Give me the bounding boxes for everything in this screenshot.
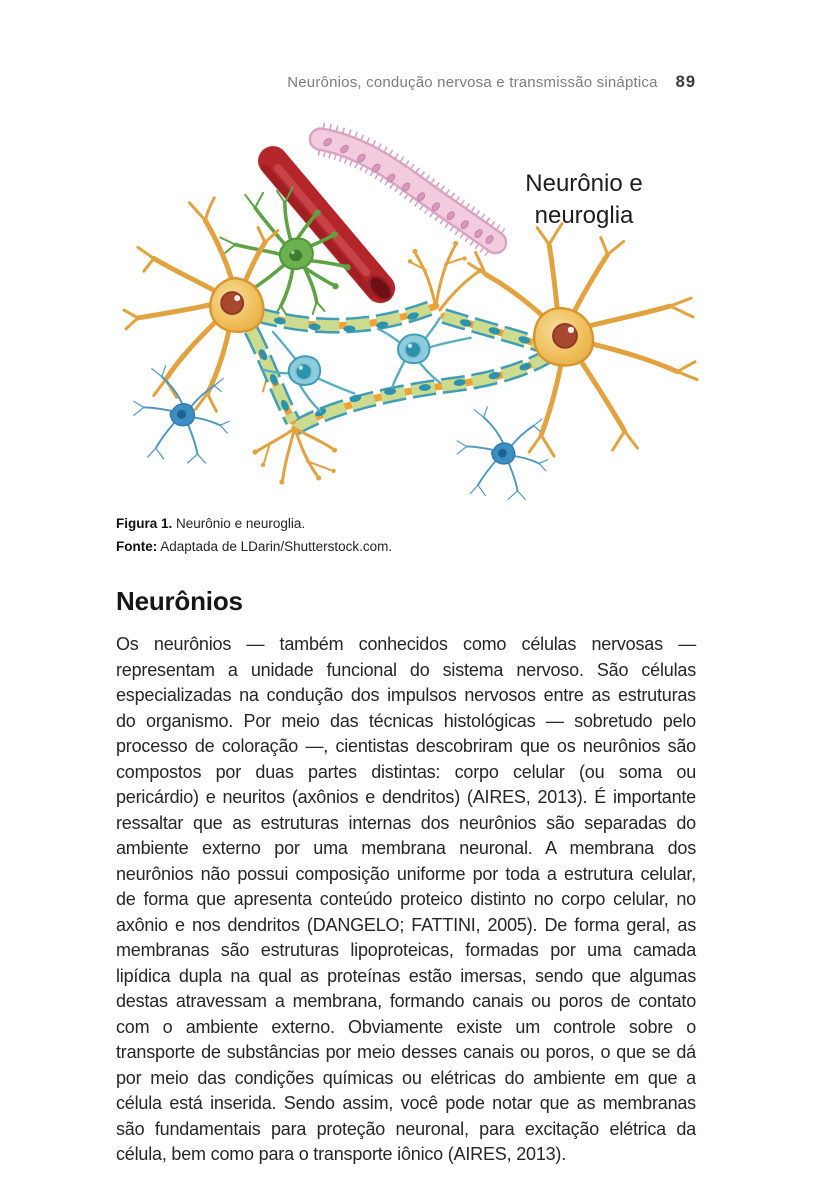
- chapter-title: Neurônios, condução nervosa e transmissão sináptica: [287, 74, 658, 91]
- figure-source-tag: Fonte:: [116, 538, 158, 554]
- page-number: 89: [675, 73, 696, 91]
- neuron-right-soma: [534, 308, 593, 365]
- microglia-right: [457, 407, 548, 499]
- figure-caption: [116, 513, 696, 536]
- body-paragraph: Os neurônios — também conhecidos como células nervosas — representam a unidade funcional do sistema nervoso. São células especializadas na condução dos impulsos nervosos entre as estruturas do organismo. Por meio das técnicas histológicas — sobretudo pelo processo de coloração —, cientistas descobriram que os neurônios são compostos por duas partes distintas: corpo celular (ou soma ou pericárdio) e neuritos (axônios e dendritos) (AIRES, 2013). É importante ressaltar que as estruturas internas dos neurônios são separadas do ambiente externo por uma membrana neuronal. A membrana dos neurônios não possui composição uniforme por toda a estrutura celular, de forma que apresenta conteúdo proteico distinto no corpo celular, no axônio e nos dendritos (DANGELO; FATTINI, 2005). De forma geral, as membranas são estruturas lipoproteicas, formadas por uma camada lipídica dupla na qual as proteínas estão imersas, sendo que algumas destas atravessam a membrana, formando canais ou poros de contato com o ambiente externo. Obviamente existe um controle sobre o transporte de substâncias por meio desses canais ou poros, o que se dá por meio das condições químicas ou elétricas do ambiente em que a célula está inserida. Sendo assim, você pode notar que as membranas são fundamentais para proteção neuronal, para excitação elétrica da célula, bem como para o transporte iônico (AIRES, 2013).: [116, 634, 696, 1165]
- axon-chain-short: [251, 330, 293, 421]
- axon-terminals-top: [408, 241, 482, 310]
- figure-1: [116, 122, 712, 507]
- page-header: [116, 73, 696, 92]
- figure-inner-label: Neurônio e neuroglia: [525, 170, 643, 229]
- section-heading: Neurônios: [116, 586, 243, 617]
- figure-caption-text: Neurônio e neuroglia.: [176, 516, 306, 531]
- neuron-left-soma: [210, 278, 263, 332]
- figure-caption-tag: Figura 1.: [116, 516, 173, 531]
- figure-source: [116, 536, 696, 559]
- figure-source-text: Adaptada de LDarin/Shutterstock.com.: [160, 538, 393, 554]
- axon-terminals-bottom: [252, 428, 337, 484]
- axon-chain-middle: [444, 316, 549, 348]
